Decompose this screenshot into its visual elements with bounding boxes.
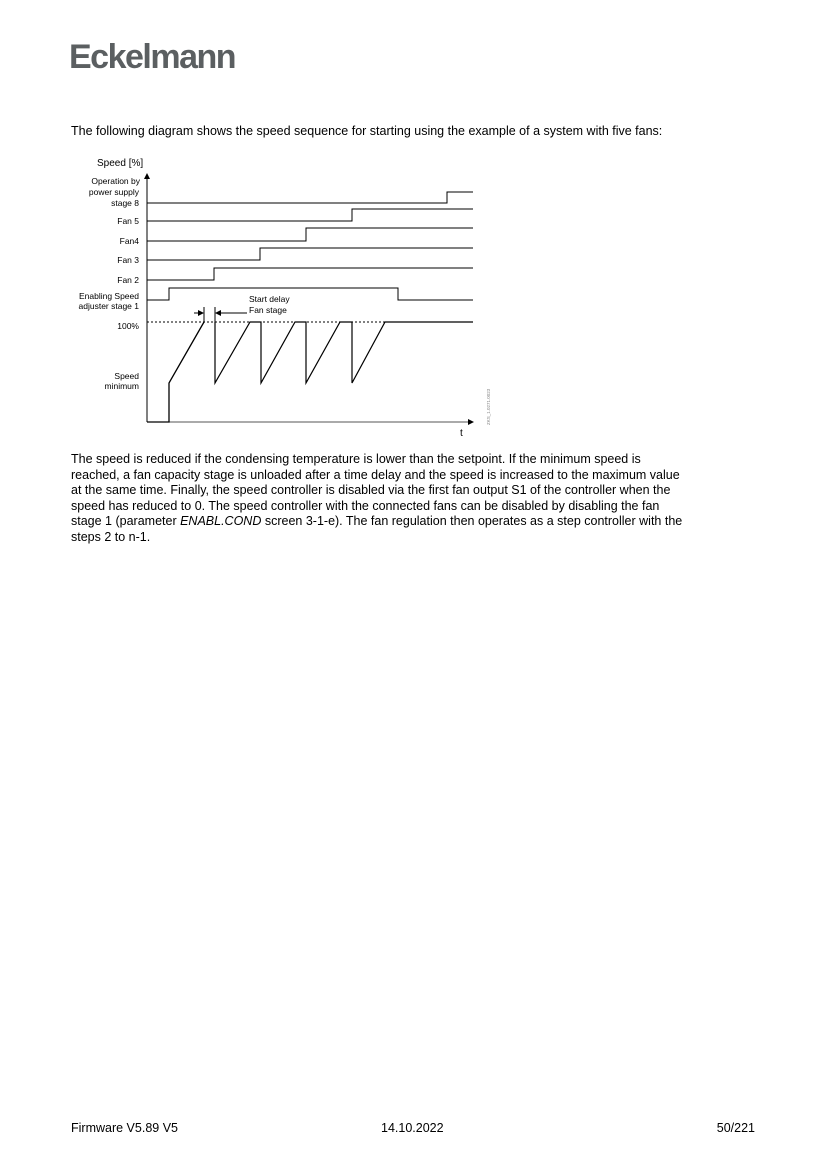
paragraph-line: The speed is reduced if the condensing temperature is lower than the setpoint. If the minimum speed is xyxy=(71,452,641,466)
paragraph-line: steps 2 to n-1. xyxy=(71,529,151,544)
paragraph-line xyxy=(71,514,682,530)
label-fan2: Fan 2 xyxy=(117,275,139,285)
label-speed-min-1: Speed xyxy=(114,371,139,381)
label-100-percent: 100% xyxy=(117,321,139,331)
fan4-line xyxy=(147,228,473,241)
label-start-delay-2: Fan stage xyxy=(249,305,287,315)
body-paragraph xyxy=(71,452,682,546)
footer-firmware: Firmware V5.89 V5 xyxy=(71,1121,178,1135)
label-stage8-1: Operation by xyxy=(91,176,140,186)
label-stage8-3: stage 8 xyxy=(111,198,139,208)
intro-text: The following diagram shows the speed sequence for starting using the example of a system with five fans: xyxy=(71,124,663,138)
label-enabling-1: Enabling Speed xyxy=(78,291,139,301)
text: stage 1 (parameter xyxy=(71,514,181,529)
footer-page-number: 50/221 xyxy=(716,1121,755,1135)
eckelmann-logo: Eckelmann xyxy=(69,38,236,76)
label-stage8-2: power supply xyxy=(88,187,139,197)
stage8-line xyxy=(147,192,473,203)
figure-id: ZKS_1.0271.0023 xyxy=(486,388,491,425)
label-start-delay-1: Start delay xyxy=(249,294,290,304)
label-fan3: Fan 3 xyxy=(117,255,139,265)
label-fan4: Fan4 xyxy=(119,236,139,246)
footer-date: 14.10.2022 xyxy=(381,1121,444,1135)
speed-curve-sawtooth xyxy=(215,322,473,383)
text: screen 3-1-e). The fan regulation then operates as a step controller with the xyxy=(261,514,683,529)
label-enabling-2: adjuster stage 1 xyxy=(78,301,139,311)
parameter-name: ENABL.COND xyxy=(180,514,262,529)
paragraph-line: speed has reduced to 0. The speed controller with the connected fans can be disabled by disabling the fan xyxy=(71,498,660,513)
label-speed-min-2: minimum xyxy=(104,381,139,391)
fan5-line xyxy=(147,209,473,221)
speed-curve xyxy=(147,322,204,422)
paragraph-line: at the same time. Finally, the speed controller is disabled via the first fan output S1 of the controller when the xyxy=(71,483,671,498)
x-axis-label: t xyxy=(460,428,463,439)
y-axis-label: Speed [%] xyxy=(97,158,144,169)
fan3-line xyxy=(147,248,473,260)
fan2-line xyxy=(147,268,473,280)
paragraph-line: reached, a fan capacity stage is unloaded after a time delay and the speed is increased to the maximum value xyxy=(71,467,680,482)
enabling-line xyxy=(147,288,473,300)
label-fan5: Fan 5 xyxy=(117,216,139,226)
